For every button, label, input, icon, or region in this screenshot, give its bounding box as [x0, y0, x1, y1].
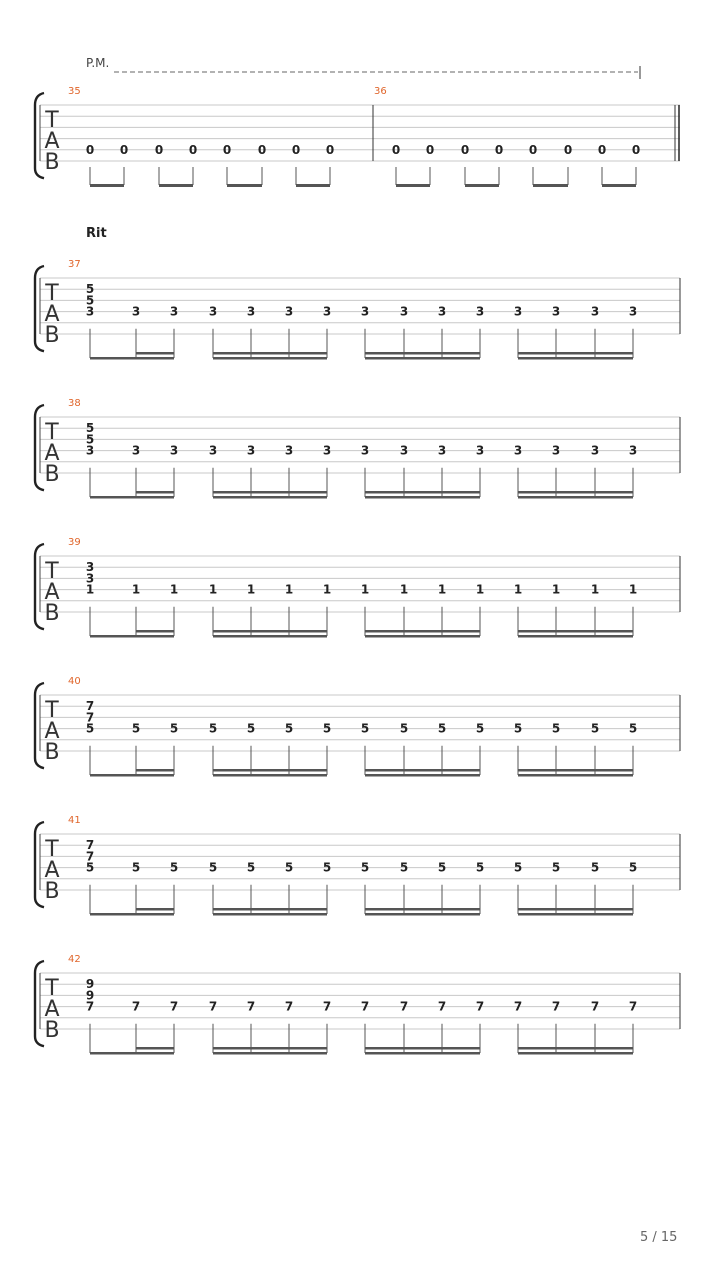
fret-number: 5 — [628, 860, 638, 875]
note-beam-secondary — [518, 491, 633, 494]
fret-number: 7 — [284, 999, 294, 1014]
fret-number: 5 — [169, 860, 179, 875]
note-beam — [365, 496, 480, 499]
fret-number: 0 — [631, 142, 641, 157]
fret-number: 3 — [284, 443, 294, 458]
fret-number: 1 — [169, 582, 179, 597]
fret-number: 0 — [291, 142, 301, 157]
fret-number: 5 — [85, 421, 95, 436]
fret-number: 1 — [85, 582, 95, 597]
fret-number: 5 — [399, 860, 409, 875]
fret-number: 0 — [154, 142, 164, 157]
note-beam — [213, 1052, 327, 1055]
fret-number: 5 — [85, 282, 95, 297]
fret-number: 0 — [119, 142, 129, 157]
fret-number: 3 — [590, 304, 600, 319]
fret-number: 3 — [322, 304, 332, 319]
note-beam — [90, 1052, 174, 1055]
fret-number: 3 — [628, 443, 638, 458]
fret-number: 7 — [437, 999, 447, 1014]
tab-system — [35, 537, 680, 638]
fret-number: 3 — [322, 443, 332, 458]
fret-number: 3 — [360, 443, 370, 458]
note-beam-secondary — [213, 352, 327, 355]
fret-number: 5 — [437, 860, 447, 875]
fret-number: 7 — [208, 999, 218, 1014]
fret-number: 1 — [513, 582, 523, 597]
tab-system — [35, 259, 680, 360]
fret-number: 1 — [399, 582, 409, 597]
fret-number: 5 — [85, 432, 95, 447]
fret-number: 5 — [513, 721, 523, 736]
fret-number: 0 — [85, 142, 95, 157]
fret-number: 0 — [460, 142, 470, 157]
fret-number: 5 — [208, 860, 218, 875]
fret-number: 1 — [628, 582, 638, 597]
note-beam — [213, 913, 327, 916]
note-beam-secondary — [365, 491, 480, 494]
fret-number: 1 — [208, 582, 218, 597]
fret-number: 3 — [85, 571, 95, 586]
tab-clef-a: A — [44, 129, 60, 154]
fret-number: 5 — [513, 860, 523, 875]
fret-number: 1 — [590, 582, 600, 597]
fret-number: 3 — [85, 304, 95, 319]
note-beam-secondary — [213, 1047, 327, 1050]
fret-number: 1 — [131, 582, 141, 597]
fret-number: 9 — [85, 988, 95, 1003]
tab-clef-a: A — [44, 719, 60, 744]
tab-clef-t: T — [45, 281, 59, 306]
fret-number: 3 — [131, 304, 141, 319]
fret-number: 5 — [322, 860, 332, 875]
fret-number: 5 — [322, 721, 332, 736]
fret-number: 5 — [590, 721, 600, 736]
measure-number: 38 — [68, 398, 81, 409]
note-beam — [365, 1052, 480, 1055]
measure-number: 36 — [374, 86, 387, 97]
fret-number: 0 — [425, 142, 435, 157]
note-beam — [533, 184, 568, 187]
fret-number: 7 — [131, 999, 141, 1014]
page-number: 5 / 15 — [640, 1230, 678, 1245]
note-beam-secondary — [365, 630, 480, 633]
tab-clef-b: B — [44, 323, 60, 348]
note-beam — [518, 774, 633, 777]
note-beam-secondary — [136, 769, 174, 772]
note-beam-secondary — [518, 908, 633, 911]
note-beam — [227, 184, 262, 187]
note-beam — [90, 357, 174, 360]
note-beam — [90, 496, 174, 499]
fret-number: 5 — [246, 860, 256, 875]
fret-number: 7 — [169, 999, 179, 1014]
tab-clef-t: T — [45, 559, 59, 584]
fret-number: 5 — [360, 721, 370, 736]
fret-number: 5 — [437, 721, 447, 736]
fret-number: 3 — [208, 304, 218, 319]
fret-number: 3 — [437, 304, 447, 319]
note-beam — [518, 913, 633, 916]
palm-mute-label: P.M. — [86, 56, 110, 70]
fret-number: 3 — [475, 443, 485, 458]
note-beam — [213, 774, 327, 777]
fret-number: 1 — [284, 582, 294, 597]
fret-number: 5 — [551, 860, 561, 875]
fret-number: 0 — [391, 142, 401, 157]
measure-number: 39 — [68, 537, 81, 548]
fret-number: 3 — [551, 443, 561, 458]
fret-number: 7 — [513, 999, 523, 1014]
note-beam — [90, 913, 174, 916]
note-beam — [213, 496, 327, 499]
fret-number: 1 — [322, 582, 332, 597]
note-beam-secondary — [136, 1047, 174, 1050]
fret-number: 0 — [494, 142, 504, 157]
fret-number: 3 — [628, 304, 638, 319]
fret-number: 3 — [437, 443, 447, 458]
measure-number: 41 — [68, 815, 81, 826]
fret-number: 3 — [360, 304, 370, 319]
note-beam-secondary — [518, 1047, 633, 1050]
note-beam — [465, 184, 499, 187]
tab-clef-t: T — [45, 108, 59, 133]
tab-clef-b: B — [44, 601, 60, 626]
tab-clef-a: A — [44, 997, 60, 1022]
fret-number: 7 — [85, 849, 95, 864]
fret-number: 5 — [551, 721, 561, 736]
note-beam-secondary — [365, 1047, 480, 1050]
note-beam-secondary — [213, 769, 327, 772]
fret-number: 3 — [551, 304, 561, 319]
fret-number: 7 — [475, 999, 485, 1014]
fret-number: 1 — [475, 582, 485, 597]
fret-number: 3 — [399, 443, 409, 458]
note-beam-secondary — [136, 630, 174, 633]
tab-clef-b: B — [44, 879, 60, 904]
fret-number: 3 — [284, 304, 294, 319]
note-beam — [213, 635, 327, 638]
tab-system — [35, 815, 680, 916]
tab-clef-b: B — [44, 150, 60, 175]
fret-number: 5 — [399, 721, 409, 736]
note-beam — [518, 635, 633, 638]
tab-clef-b: B — [44, 462, 60, 487]
fret-number: 7 — [85, 838, 95, 853]
note-beam — [365, 774, 480, 777]
fret-number: 5 — [85, 721, 95, 736]
note-beam-secondary — [518, 352, 633, 355]
fret-number: 3 — [85, 443, 95, 458]
note-beam-secondary — [136, 908, 174, 911]
note-beam-secondary — [365, 908, 480, 911]
note-beam-secondary — [518, 769, 633, 772]
fret-number: 3 — [208, 443, 218, 458]
note-beam-secondary — [213, 908, 327, 911]
fret-number: 9 — [85, 977, 95, 992]
ritardando-label: Rit — [86, 226, 107, 241]
tab-clef-a: A — [44, 858, 60, 883]
tab-clef-a: A — [44, 580, 60, 605]
tab-clef-t: T — [45, 698, 59, 723]
note-beam — [365, 357, 480, 360]
fret-number: 5 — [284, 860, 294, 875]
measure-number: 40 — [68, 676, 81, 687]
fret-number: 7 — [85, 999, 95, 1014]
tab-clef-t: T — [45, 420, 59, 445]
fret-number: 3 — [246, 304, 256, 319]
tab-clef-t: T — [45, 976, 59, 1001]
tab-system — [35, 954, 680, 1055]
tab-system — [35, 676, 680, 777]
measure-number: 35 — [68, 86, 81, 97]
fret-number: 7 — [360, 999, 370, 1014]
note-beam — [365, 635, 480, 638]
fret-number: 0 — [188, 142, 198, 157]
note-beam-secondary — [136, 352, 174, 355]
tab-system — [35, 398, 680, 499]
note-beam — [365, 913, 480, 916]
note-beam-secondary — [365, 352, 480, 355]
fret-number: 7 — [246, 999, 256, 1014]
note-beam — [602, 184, 636, 187]
fret-number: 7 — [590, 999, 600, 1014]
fret-number: 7 — [628, 999, 638, 1014]
fret-number: 3 — [131, 443, 141, 458]
fret-number: 5 — [628, 721, 638, 736]
fret-number: 3 — [590, 443, 600, 458]
fret-number: 0 — [222, 142, 232, 157]
fret-number: 3 — [169, 443, 179, 458]
note-beam — [518, 357, 633, 360]
fret-number: 3 — [246, 443, 256, 458]
fret-number: 0 — [563, 142, 573, 157]
fret-number: 0 — [597, 142, 607, 157]
tab-clef-a: A — [44, 441, 60, 466]
fret-number: 5 — [131, 860, 141, 875]
note-beam — [90, 774, 174, 777]
tab-clef-t: T — [45, 837, 59, 862]
fret-number: 5 — [131, 721, 141, 736]
note-beam — [518, 496, 633, 499]
fret-number: 3 — [399, 304, 409, 319]
fret-number: 3 — [475, 304, 485, 319]
fret-number: 1 — [360, 582, 370, 597]
fret-number: 5 — [475, 721, 485, 736]
measure-number: 42 — [68, 954, 81, 965]
note-beam — [90, 635, 174, 638]
fret-number: 7 — [85, 710, 95, 725]
fret-number: 5 — [590, 860, 600, 875]
fret-number: 3 — [85, 560, 95, 575]
tab-clef-a: A — [44, 302, 60, 327]
note-beam-secondary — [518, 630, 633, 633]
fret-number: 7 — [322, 999, 332, 1014]
fret-number: 5 — [360, 860, 370, 875]
fret-number: 5 — [169, 721, 179, 736]
note-beam — [518, 1052, 633, 1055]
note-beam — [396, 184, 430, 187]
tab-system — [35, 86, 680, 187]
fret-number: 3 — [513, 304, 523, 319]
note-beam — [90, 184, 124, 187]
fret-number: 7 — [551, 999, 561, 1014]
fret-number: 1 — [246, 582, 256, 597]
fret-number: 1 — [437, 582, 447, 597]
note-beam — [296, 184, 330, 187]
note-beam-secondary — [365, 769, 480, 772]
fret-number: 3 — [513, 443, 523, 458]
fret-number: 5 — [475, 860, 485, 875]
fret-number: 1 — [551, 582, 561, 597]
fret-number: 0 — [257, 142, 267, 157]
tab-clef-b: B — [44, 740, 60, 765]
note-beam-secondary — [136, 491, 174, 494]
fret-number: 3 — [169, 304, 179, 319]
tab-clef-b: B — [44, 1018, 60, 1043]
fret-number: 5 — [85, 293, 95, 308]
fret-number: 0 — [528, 142, 538, 157]
fret-number: 5 — [246, 721, 256, 736]
note-beam — [213, 357, 327, 360]
note-beam-secondary — [213, 491, 327, 494]
fret-number: 0 — [325, 142, 335, 157]
note-beam-secondary — [213, 630, 327, 633]
measure-number: 37 — [68, 259, 81, 270]
fret-number: 5 — [284, 721, 294, 736]
fret-number: 7 — [85, 699, 95, 714]
fret-number: 5 — [85, 860, 95, 875]
fret-number: 7 — [399, 999, 409, 1014]
note-beam — [159, 184, 193, 187]
fret-number: 5 — [208, 721, 218, 736]
